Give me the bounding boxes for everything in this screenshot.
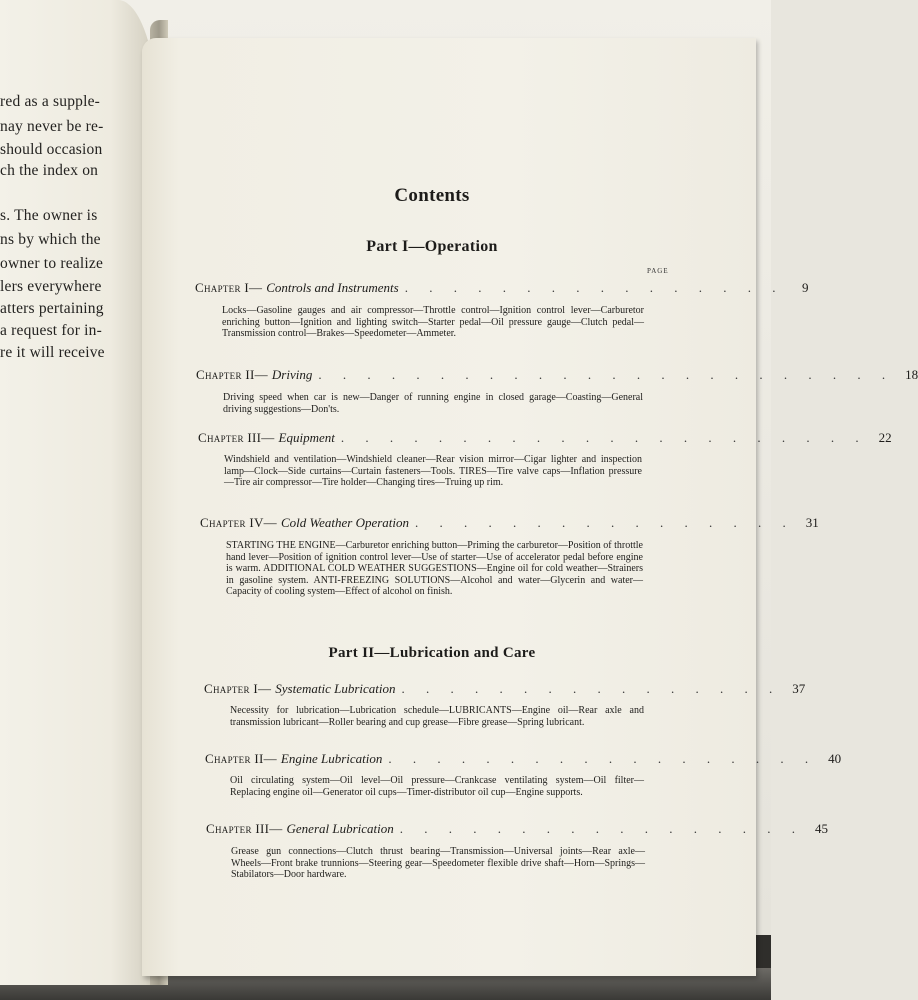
contents-title: Contents [394,185,470,206]
page-number: 31 [805,515,819,530]
toc-entry [205,751,842,769]
part-heading: Part I—Operation [366,238,498,255]
chapter-title: Engine Lubrication [280,751,383,766]
chapter-number: Chapter IV— [200,515,277,530]
chapter-number: Chapter I— [204,681,272,696]
left-page-line: a request for in- [0,322,102,339]
chapter-summary: Oil circulating system—Oil level—Oil pressure—Crankcase ventilating system—Oil filter—Replacing engine oil—Generator oil cups—Timer-distributor oil cup—Engine supports. [230,775,644,798]
chapter-summary: Necessity for lubrication—Lubrication schedule—LUBRICANTS—Engine oil—Rear axle and transmission lubricant—Roller bearing and cup grease—Fibre grease—Spring lubricant. [230,705,644,728]
left-page-line: ns by which the [0,231,101,248]
chapter-number: Chapter III— [198,430,275,445]
chapter-title: Cold Weather Operation [280,515,410,530]
left-page-line: s. The owner is [0,207,98,224]
page-number: 40 [828,751,842,766]
chapter-summary: STARTING THE ENGINE—Carburetor enriching button—Priming the carburetor—Position of throttle hand lever—Position of ignition control lever—Use of starter—Use of accelerator pedal before engine is warm. ADDITIONAL COLD WEATHER SUGGESTIONS—Engine oil for cold weather—Strainers in gasoline system. ANTI-FREEZING SOLUTIONS—Alcohol and water—Glycerin and water—Capacity of cooling system—Effect of alcohol on finish. [226,540,643,597]
chapter-summary: Driving speed when car is new—Danger of running engine in closed garage—Coasting—General driving suggestions—Don'ts. [223,392,643,415]
chapter-title: Equipment [278,430,335,445]
left-page-line: red as a supple- [0,93,101,110]
toc-entry [195,280,809,298]
page-number: 18 [905,367,918,382]
left-page [0,0,158,985]
left-page-line: should occasion [0,141,103,158]
chapter-title: Controls and Instruments [266,280,399,295]
chapter-title: Driving [271,367,313,382]
toc-entry [196,367,918,385]
chapter-number: Chapter III— [206,821,283,836]
page-number: 9 [801,280,809,295]
left-page-line: re it will receive [0,344,105,361]
dot-leaders: . . . . . . . . . . . . . . . . . . . . . . . . [318,367,895,382]
dot-leaders: . . . . . . . . . . . . . . . . [404,280,785,295]
toc-entry [198,430,892,448]
left-page-line: owner to realize [0,255,104,272]
page-column-label: PAGE [647,267,669,275]
page-number: 45 [815,821,829,836]
chapter-summary: Locks—Gasoline gauges and air compressor—Throttle control—Ignition control lever—Carburetor enriching button—Ignition and lighting switch—Starter pedal—Oil pressure gauge—Clutch pedal—Transmission control—Brakes—Speedometer—Ammeter. [222,305,644,339]
chapter-title: General Lubrication [286,821,394,836]
left-page-line: nay never be re- [0,118,104,135]
dot-leaders: . . . . . . . . . . . . . . . . [401,681,782,696]
part-heading: Part II—Lubrication and Care [328,645,536,661]
toc-entry [206,821,829,839]
left-page-line: lers everywhere [0,278,102,295]
toc-entry [200,515,819,533]
chapter-title: Systematic Lubrication [275,681,396,696]
page-number: 37 [792,681,806,696]
page-number: 22 [878,430,892,445]
dot-leaders: . . . . . . . . . . . . . . . . . [399,821,805,836]
contents-page [142,38,918,976]
toc-entry [204,681,806,699]
chapter-number: Chapter II— [205,751,277,766]
dot-leaders: . . . . . . . . . . . . . . . . . . . . . . [340,430,868,445]
chapter-number: Chapter II— [196,367,268,382]
chapter-summary: Windshield and ventilation—Windshield cleaner—Rear vision mirror—Cigar lighter and inspection lamp—Clock—Side curtains—Curtain fasteners—Tools. TIRES—Tire valve caps—Inflation pressure—Tire air compressor—Tire holder—Changing tires—Truing up rim. [224,454,642,488]
left-page-line: ch the index on [0,162,99,179]
chapter-summary: Grease gun connections—Clutch thrust bearing—Transmission—Universal joints—Rear axle—Wheels—Front brake trunnions—Steering gear—Speedometer flexible drive shaft—Horn—Springs—Stabilators—Door hardware. [231,846,645,880]
dot-leaders: . . . . . . . . . . . . . . . . [415,515,795,530]
chapter-number: Chapter I— [195,280,263,295]
left-page-line: atters pertaining [0,300,104,317]
dot-leaders: . . . . . . . . . . . . . . . . . . [388,751,818,766]
